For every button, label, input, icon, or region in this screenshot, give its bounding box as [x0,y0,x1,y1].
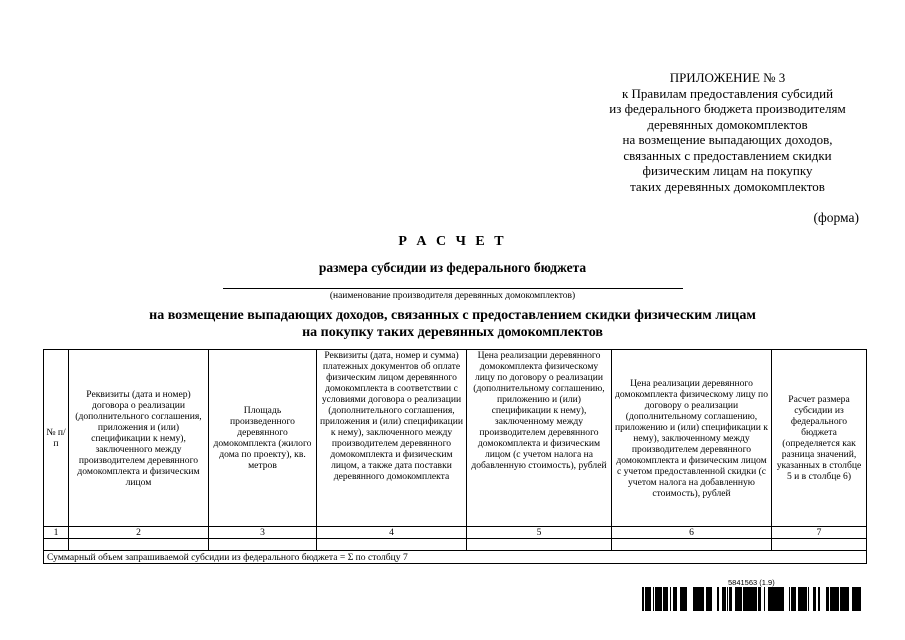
column-number: 6 [612,527,772,539]
producer-name-line [223,288,683,289]
header-cell-payment-docs: Реквизиты (дата, номер и сумма) платежных документов об оплате физическим лицом деревянного домокомплекта в соответствии с условиями договора о реализации (дополнительного соглашения, приложения и (или) спецификации к нему), заключенного между производителем деревянного домокомплекта и физическим лицом, а также дата поставки деревянного домокомплекта [317,350,467,527]
column-number: 2 [69,527,209,539]
column-number: 1 [44,527,69,539]
producer-name-caption: (наименование производителя деревянных домокомплектов) [329,291,576,301]
barcode-number: 5841563 (1.9) [728,578,775,587]
appendix-line: к Правилам предоставления субсидий [621,85,834,101]
column-number: 5 [467,527,612,539]
table-cell [209,539,317,551]
header-cell-area: Площадь произведенного деревянного домокомплекта (жилого дома по проекту), кв. метров [209,350,317,527]
document-subtitle: размера субсидии из федерального бюджета [318,260,587,275]
header-cell-discounted-price: Цена реализации деревянного домокомплекта физическому лицу по договору о реализации (дополнительному соглашению, приложению и (или) спецификации к нему), заключенному между производителем деревянного домокомплекта и физическим лицом с учетом предоставленной скидки (с учетом налога на добавленную стоимость), рублей [612,350,772,527]
purpose-line-2: на покупку таких деревянных домокомплектов [302,325,603,340]
appendix-title: ПРИЛОЖЕНИЕ № 3 [669,70,786,85]
header-cell-number: № п/п [44,350,69,527]
summary-cell: Суммарный объем запрашиваемой субсидии из федерального бюджета = Σ по столбцу 7 [44,551,867,564]
appendix-line: из федерального бюджета производителям [609,101,846,116]
header-cell-subsidy: Расчет размера субсидии из федерального бюджета (определяется как разница значений, указанных в столбце 5 и в столбце 6) [772,350,867,527]
table-header-row [44,350,867,527]
table-cell [44,539,69,551]
column-number: 7 [772,527,867,539]
appendix-line: на возмещение выпадающих доходов, [622,132,833,147]
column-number-row [44,527,867,539]
calculation-table [43,349,867,564]
table-cell [317,539,467,551]
appendix-line: деревянных домокомплектов [647,116,808,132]
document-purpose [0,307,905,341]
appendix-line: связанных с предоставлением скидки [623,147,832,163]
column-number: 4 [317,527,467,539]
barcode-icon [641,587,861,611]
table-cell [467,539,612,551]
document-title: Р А С Ч Е Т [398,234,507,249]
table-cell [772,539,867,551]
appendix-line: физическим лицам на покупку [642,163,813,178]
appendix-block [560,70,895,194]
column-number: 3 [209,527,317,539]
table-cell [612,539,772,551]
appendix-line: таких деревянных домокомплектов [630,178,825,194]
form-label: (форма) [813,210,859,225]
table-cell [69,539,209,551]
purpose-line-1: на возмещение выпадающих доходов, связанных с предоставлением скидки физическим лицам [149,308,756,323]
summary-row [44,551,867,564]
header-cell-price: Цена реализации деревянного домокомплекта физическому лицу по договору о реализации (дополнительному соглашению, приложению и (или) спецификации к нему), заключенному между производителем деревянного домокомплекта и физическим лицом (с учетом налога на добавленную стоимость), рублей [467,350,612,527]
header-cell-contract: Реквизиты (дата и номер) договора о реализации (дополнительного соглашения, приложения и (или) спецификации к нему), заключенного между производителем деревянного домокомплекта и физическим лицом [69,350,209,527]
table-row [44,539,867,551]
